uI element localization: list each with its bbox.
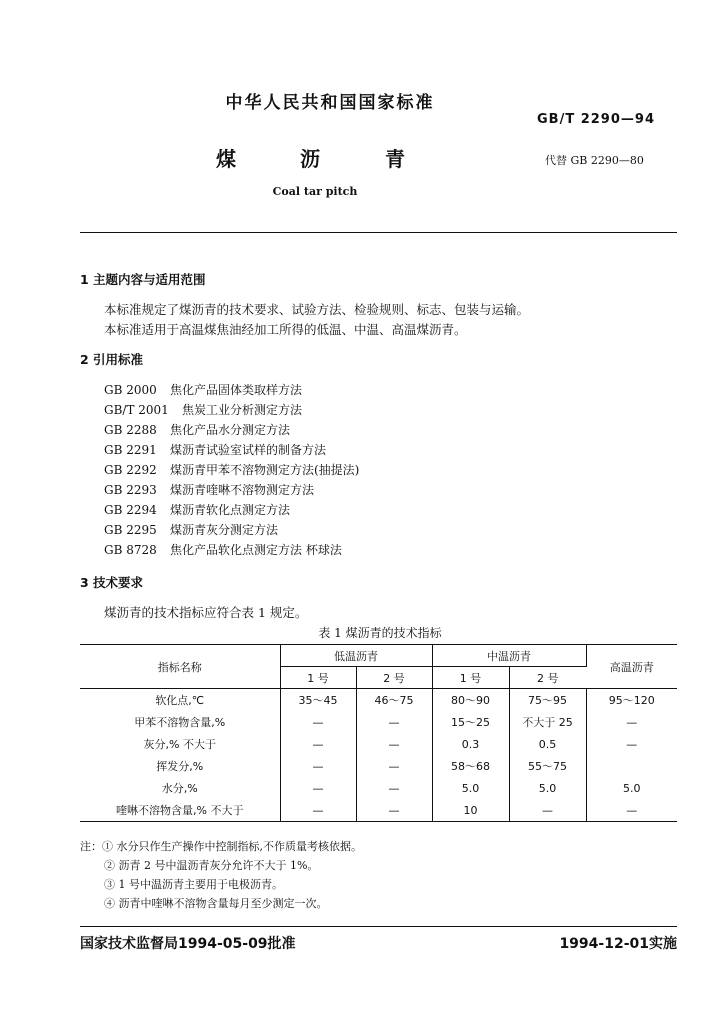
reference-title: 焦化产品固体类取样方法 (170, 383, 303, 397)
row-name: 挥发分,% (80, 755, 280, 777)
reference-item (104, 441, 326, 458)
reference-title: 煤沥青试验室试样的制备方法 (170, 443, 327, 457)
cell-value: — (356, 733, 432, 755)
header-grade-2: 2 号 (509, 667, 586, 689)
reference-title: 煤沥青喹啉不溶物测定方法 (170, 483, 315, 497)
cell-value: — (356, 755, 432, 777)
table-note: ③ 1 号中温沥青主要用于电极沥青。 (104, 878, 283, 891)
table-row (80, 755, 677, 777)
cell-value: — (280, 733, 356, 755)
reference-code: GB 8728 (104, 543, 157, 557)
header-high-temp: 高温沥青 (586, 645, 677, 689)
reference-item (104, 421, 290, 438)
reference-item (104, 461, 359, 478)
title-char-1: 煤 (216, 147, 236, 171)
table-note: 注：① 水分只作生产操作中控制指标,不作质量考核依据。 (80, 840, 362, 853)
cell-value: 0.5 (509, 733, 586, 755)
reference-title: 煤沥青甲苯不溶物测定方法(抽提法) (170, 463, 360, 477)
table-header-row (80, 645, 677, 667)
cell-value: — (509, 799, 586, 822)
reference-title: 焦炭工业分析测定方法 (182, 403, 303, 417)
replaces-note: 代替 GB 2290—80 (545, 154, 644, 167)
cell-value: — (626, 715, 638, 729)
cell-value: — (356, 777, 432, 799)
section-1-paragraph-2: 本标准适用于高温煤焦油经加工所得的低温、中温、高温煤沥青。 (104, 322, 467, 337)
header-rule (80, 232, 677, 233)
cell-value: 58～68 (432, 755, 509, 777)
header-grade-1: 1 号 (280, 667, 356, 689)
reference-code: GB 2288 (104, 423, 157, 437)
issuing-organization: 中华人民共和国国家标准 (225, 93, 435, 113)
reference-item (104, 501, 290, 518)
row-name: 喹啉不溶物含量,% 不大于 (80, 799, 280, 822)
cell-value: 10 (432, 799, 509, 822)
header-mid-temp: 中温沥青 (432, 645, 586, 667)
cell-value: 80～90 (432, 689, 509, 712)
cell-value: 5.0 (623, 781, 641, 795)
reference-code: GB 2293 (104, 483, 157, 497)
header-grade-1: 1 号 (432, 667, 509, 689)
table-row (80, 733, 677, 755)
cell-value: — (626, 737, 638, 751)
table-row (80, 777, 677, 799)
approval-line: 国家技术监督局1994-05-09批准 (80, 936, 296, 952)
cell-value: 15～25 (432, 711, 509, 733)
table-note: ④ 沥青中喹啉不溶物含量每月至少测定一次。 (104, 897, 328, 910)
reference-code: GB 2291 (104, 443, 157, 457)
reference-code: GB 2294 (104, 503, 157, 517)
reference-title: 煤沥青软化点测定方法 (170, 503, 291, 517)
spec-table (80, 644, 677, 822)
reference-item (104, 541, 342, 558)
cell-value: — (626, 803, 638, 817)
reference-item (104, 401, 302, 418)
reference-code: GB 2292 (104, 463, 157, 477)
section-1-paragraph-1: 本标准规定了煤沥青的技术要求、试验方法、检验规则、标志、包装与运输。 (104, 302, 530, 317)
cell-value: 5.0 (432, 777, 509, 799)
cell-value: 75～95 (509, 689, 586, 712)
reference-title: 焦化产品水分测定方法 (170, 423, 291, 437)
cell-value: — (280, 777, 356, 799)
reference-code: GB 2000 (104, 383, 157, 397)
section-3-paragraph: 煤沥青的技术指标应符合表 1 规定。 (104, 605, 308, 620)
cell-value: — (356, 711, 432, 733)
reference-item (104, 381, 302, 398)
cell-value: 不大于 25 (509, 711, 586, 733)
standard-number: GB/T 2290—94 (537, 112, 655, 127)
cell-value: — (280, 711, 356, 733)
title-english: Coal tar pitch (272, 185, 358, 198)
cell-value: — (280, 755, 356, 777)
table-row (80, 799, 677, 822)
cell-value: 5.0 (509, 777, 586, 799)
section-3-heading: 3 技术要求 (80, 575, 144, 590)
cell-value: 95～120 (608, 694, 655, 707)
reference-code: GB 2295 (104, 523, 157, 537)
header-index-name: 指标名称 (80, 645, 280, 689)
title-char-2: 沥 (300, 147, 320, 171)
table-row (80, 689, 677, 712)
header-grade-2: 2 号 (356, 667, 432, 689)
reference-title: 焦化产品软化点测定方法 杯球法 (170, 543, 342, 557)
cell-value: 46～75 (356, 689, 432, 712)
cell-value: 35～45 (280, 689, 356, 712)
row-name: 软化点,℃ (80, 689, 280, 712)
row-name: 甲苯不溶物含量,% (80, 711, 280, 733)
header-low-temp: 低温沥青 (280, 645, 432, 667)
section-2-heading: 2 引用标准 (80, 352, 144, 367)
table-note: ② 沥青 2 号中温沥青灰分允许不大于 1%。 (104, 859, 319, 872)
footer-rule (80, 926, 677, 927)
cell-value: 55～75 (509, 755, 586, 777)
cell-value: 0.3 (432, 733, 509, 755)
title-char-3: 青 (385, 147, 405, 171)
cell-value (586, 755, 677, 777)
reference-code: GB/T 2001 (104, 403, 169, 417)
section-1-heading: 1 主题内容与适用范围 (80, 272, 206, 287)
row-name: 水分,% (80, 777, 280, 799)
reference-item (104, 521, 278, 538)
table-row (80, 711, 677, 733)
implementation-date: 1994-12-01实施 (559, 936, 677, 952)
table-caption: 表 1 煤沥青的技术指标 (318, 626, 442, 640)
cell-value: — (356, 799, 432, 822)
reference-item (104, 481, 314, 498)
reference-title: 煤沥青灰分测定方法 (170, 523, 279, 537)
row-name: 灰分,% 不大于 (80, 733, 280, 755)
cell-value: — (280, 799, 356, 822)
